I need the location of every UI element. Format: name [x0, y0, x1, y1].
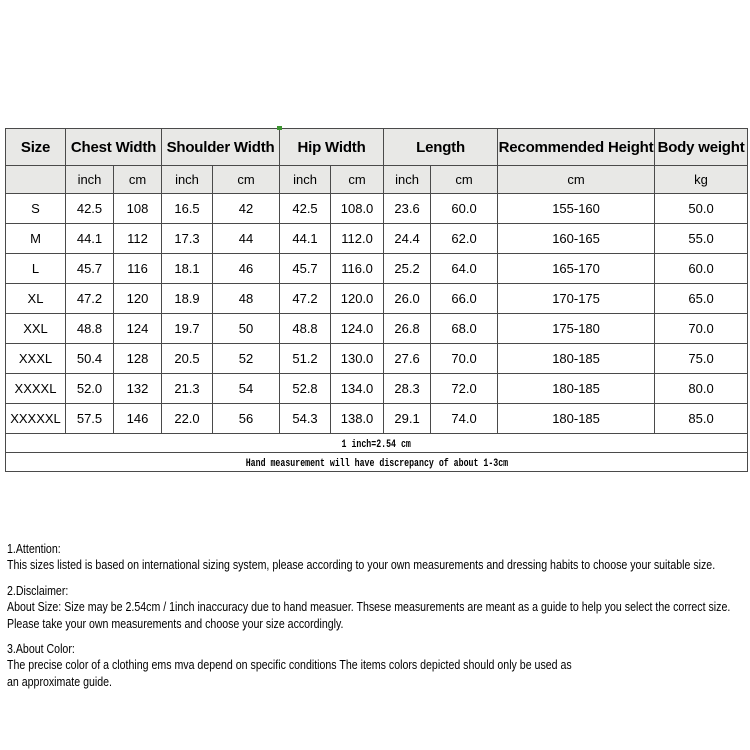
- value-cell: 70.0: [655, 314, 748, 344]
- table-row: [6, 374, 748, 404]
- value-cell: 180-185: [498, 344, 655, 374]
- value-cell: 72.0: [431, 374, 498, 404]
- unit-cell: kg: [655, 166, 748, 194]
- value-cell: 47.2: [66, 284, 114, 314]
- table-row: [6, 284, 748, 314]
- value-cell: 44.1: [280, 224, 331, 254]
- value-cell: 120.0: [331, 284, 384, 314]
- value-cell: 130.0: [331, 344, 384, 374]
- value-cell: 64.0: [431, 254, 498, 284]
- value-cell: 44.1: [66, 224, 114, 254]
- table-row: [6, 224, 748, 254]
- about-color-title: 3.About Color:: [7, 641, 75, 657]
- disclaimer-section: [7, 583, 750, 632]
- unit-cell: cm: [114, 166, 162, 194]
- value-cell: 132: [114, 374, 162, 404]
- value-cell: 70.0: [431, 344, 498, 374]
- value-cell: 108: [114, 194, 162, 224]
- value-cell: 48.8: [280, 314, 331, 344]
- value-cell: 18.9: [162, 284, 213, 314]
- value-cell: 160-165: [498, 224, 655, 254]
- value-cell: 46: [213, 254, 280, 284]
- value-cell: 45.7: [280, 254, 331, 284]
- value-cell: 18.1: [162, 254, 213, 284]
- size-label-cell: XXL: [6, 314, 66, 344]
- value-cell: 134.0: [331, 374, 384, 404]
- value-cell: 180-185: [498, 404, 655, 434]
- disclaimer-paragraphs: [7, 541, 750, 690]
- col-header-hip-width: Hip Width: [280, 129, 384, 166]
- unit-cell: cm: [498, 166, 655, 194]
- value-cell: 26.8: [384, 314, 431, 344]
- unit-cell: inch: [384, 166, 431, 194]
- disclaimer-line-1: About Size: Size may be 2.54cm / 1inch inaccuracy due to hand measuer. Thsese measurements are meant as a guide to help you select the correct size.: [7, 599, 731, 615]
- attention-line: This sizes listed is based on international sizing system, please according to your own measurements and dressing habits to choose your suitable size.: [7, 557, 716, 573]
- unit-cell: cm: [331, 166, 384, 194]
- value-cell: 48: [213, 284, 280, 314]
- disclaimer-line-2: Please take your own measurements and choose your size accordingly.: [7, 615, 344, 631]
- value-cell: 44: [213, 224, 280, 254]
- value-cell: 51.2: [280, 344, 331, 374]
- table-row: [6, 344, 748, 374]
- value-cell: 42.5: [66, 194, 114, 224]
- value-cell: 65.0: [655, 284, 748, 314]
- value-cell: 57.5: [66, 404, 114, 434]
- value-cell: 66.0: [431, 284, 498, 314]
- value-cell: 180-185: [498, 374, 655, 404]
- green-artifact-mark: [277, 126, 282, 130]
- size-label-cell: M: [6, 224, 66, 254]
- note-hand-measurement-text: Hand measurement will have discrepancy of about 1-3cm: [245, 458, 508, 470]
- value-cell: 45.7: [66, 254, 114, 284]
- value-cell: 50.4: [66, 344, 114, 374]
- size-label-cell: L: [6, 254, 66, 284]
- value-cell: 47.2: [280, 284, 331, 314]
- value-cell: 170-175: [498, 284, 655, 314]
- size-label-cell: XL: [6, 284, 66, 314]
- value-cell: 29.1: [384, 404, 431, 434]
- value-cell: 50: [213, 314, 280, 344]
- unit-cell: cm: [213, 166, 280, 194]
- value-cell: 138.0: [331, 404, 384, 434]
- value-cell: 22.0: [162, 404, 213, 434]
- value-cell: 54.3: [280, 404, 331, 434]
- table-row: [6, 194, 748, 224]
- value-cell: 56: [213, 404, 280, 434]
- size-table-body: [6, 194, 748, 434]
- value-cell: 112.0: [331, 224, 384, 254]
- value-cell: 124: [114, 314, 162, 344]
- table-row: [6, 404, 748, 434]
- table-units-row: [6, 166, 748, 194]
- value-cell: 42: [213, 194, 280, 224]
- value-cell: 52.0: [66, 374, 114, 404]
- size-label-cell: XXXL: [6, 344, 66, 374]
- value-cell: 24.4: [384, 224, 431, 254]
- col-header-shoulder-width: Shoulder Width: [162, 129, 280, 166]
- note-inch-conversion-text: 1 inch=2.54 cm: [341, 439, 412, 451]
- value-cell: 48.8: [66, 314, 114, 344]
- about-color-line-1: The precise color of a clothing ems mva depend on specific conditions The items colors depicted should only be used as: [7, 657, 572, 673]
- value-cell: 52: [213, 344, 280, 374]
- col-header-body-weight: Body weight: [655, 129, 748, 166]
- value-cell: 28.3: [384, 374, 431, 404]
- size-label-cell: XXXXL: [6, 374, 66, 404]
- value-cell: 21.3: [162, 374, 213, 404]
- value-cell: 60.0: [655, 254, 748, 284]
- value-cell: 16.5: [162, 194, 213, 224]
- table-row: [6, 254, 748, 284]
- value-cell: 116: [114, 254, 162, 284]
- about-color-section: [7, 641, 750, 690]
- unit-cell: inch: [280, 166, 331, 194]
- value-cell: 25.2: [384, 254, 431, 284]
- value-cell: 55.0: [655, 224, 748, 254]
- about-color-line-2: an approximate guide.: [7, 673, 112, 689]
- value-cell: 155-160: [498, 194, 655, 224]
- size-label-cell: XXXXXL: [6, 404, 66, 434]
- value-cell: 120: [114, 284, 162, 314]
- col-header-recommended-height: Recommended Height: [498, 129, 655, 166]
- value-cell: 68.0: [431, 314, 498, 344]
- size-label-cell: S: [6, 194, 66, 224]
- value-cell: 26.0: [384, 284, 431, 314]
- size-chart-table: [5, 128, 748, 472]
- value-cell: 146: [114, 404, 162, 434]
- value-cell: 112: [114, 224, 162, 254]
- value-cell: 20.5: [162, 344, 213, 374]
- value-cell: 62.0: [431, 224, 498, 254]
- attention-section: [7, 541, 750, 574]
- table-title-row: [6, 129, 748, 166]
- unit-cell: [6, 166, 66, 194]
- value-cell: 175-180: [498, 314, 655, 344]
- value-cell: 42.5: [280, 194, 331, 224]
- value-cell: 27.6: [384, 344, 431, 374]
- value-cell: 75.0: [655, 344, 748, 374]
- col-header-size: Size: [6, 129, 66, 166]
- value-cell: 108.0: [331, 194, 384, 224]
- value-cell: 54: [213, 374, 280, 404]
- unit-cell: cm: [431, 166, 498, 194]
- value-cell: 85.0: [655, 404, 748, 434]
- note-row-hand-measurement: [6, 453, 748, 472]
- unit-cell: inch: [162, 166, 213, 194]
- value-cell: 17.3: [162, 224, 213, 254]
- col-header-chest-width: Chest Width: [66, 129, 162, 166]
- table-row: [6, 314, 748, 344]
- note-row-inch-conversion: [6, 434, 748, 453]
- unit-cell: inch: [66, 166, 114, 194]
- value-cell: 52.8: [280, 374, 331, 404]
- value-cell: 165-170: [498, 254, 655, 284]
- col-header-length: Length: [384, 129, 498, 166]
- value-cell: 124.0: [331, 314, 384, 344]
- disclaimer-title: 2.Disclaimer:: [7, 582, 69, 598]
- value-cell: 23.6: [384, 194, 431, 224]
- value-cell: 116.0: [331, 254, 384, 284]
- value-cell: 19.7: [162, 314, 213, 344]
- value-cell: 50.0: [655, 194, 748, 224]
- value-cell: 128: [114, 344, 162, 374]
- value-cell: 80.0: [655, 374, 748, 404]
- attention-title: 1.Attention:: [7, 541, 61, 556]
- value-cell: 60.0: [431, 194, 498, 224]
- value-cell: 74.0: [431, 404, 498, 434]
